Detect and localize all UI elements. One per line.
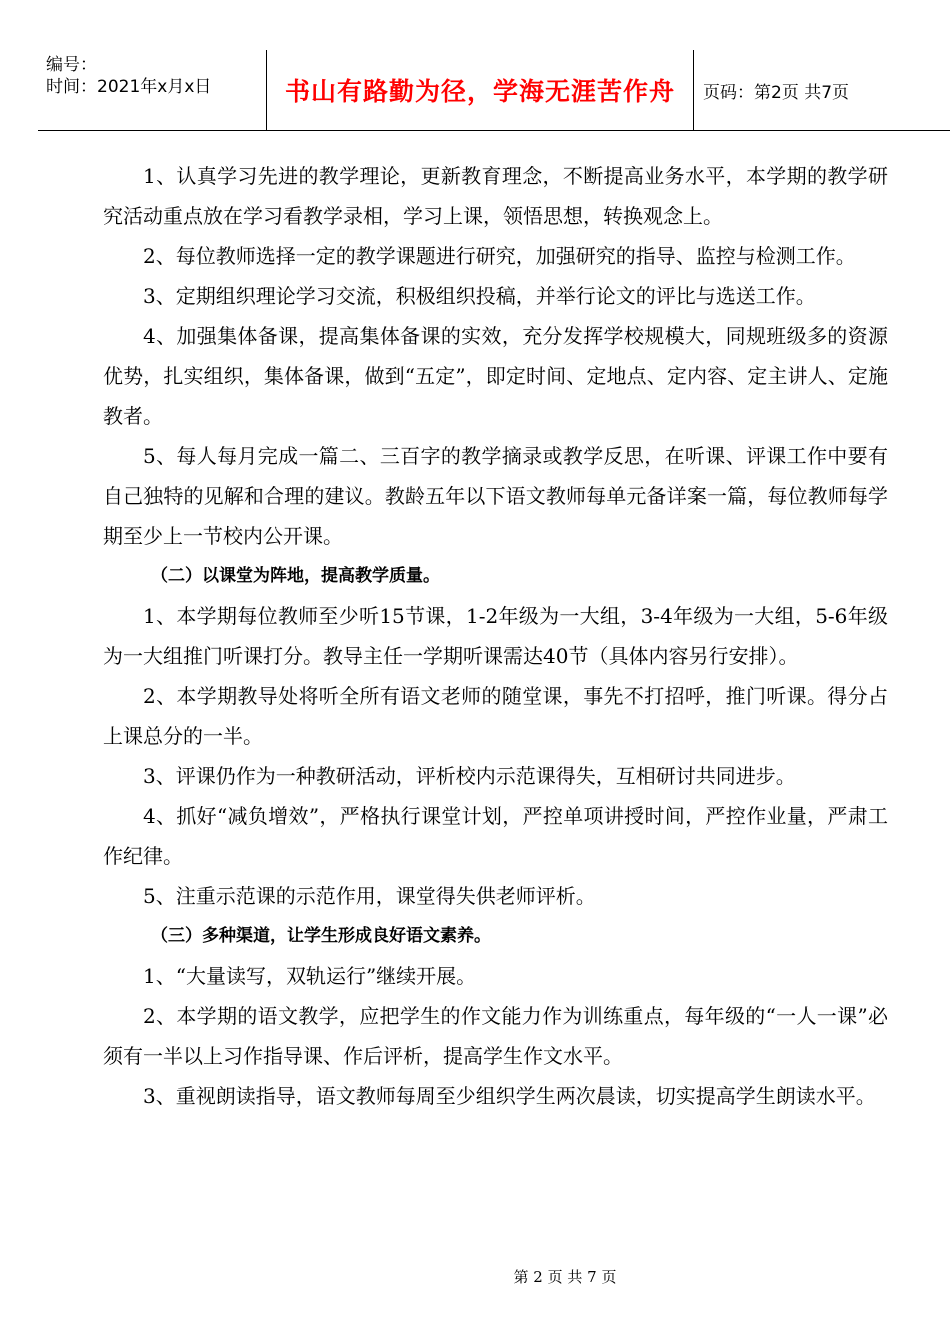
document-number: 编号：	[46, 55, 97, 75]
section-heading: （二）以课堂为阵地，提高教学质量。	[151, 566, 440, 586]
header-motto-cell	[266, 50, 694, 130]
paragraph: 2、本学期的语文教学，应把学生的作文能力作为训练重点，每年级的“一人一课”必须有一半以上习作指导课、作后评析，提高学生作文水平。	[103, 1004, 888, 1068]
paragraph: 2、本学期教导处将听全所有语文老师的随堂课，事先不打招呼，推门听课。得分占上课总分的一半。	[103, 684, 888, 748]
page-header	[38, 50, 950, 131]
paragraph: 3、评课仍作为一种教研活动，评析校内示范课得失，互相研讨共同进步。	[143, 764, 796, 788]
document-body	[103, 156, 888, 1116]
document-time: 时间：2021年x月x日	[46, 77, 212, 97]
section-heading: （三）多种渠道，让学生形成良好语文素养。	[151, 926, 491, 946]
paragraph: 2、每位教师选择一定的教学课题进行研究，加强研究的指导、监控与检测工作。	[143, 244, 856, 268]
paragraph: 1、本学期每位教师至少听15节课，1-2年级为一大组，3-4年级为一大组，5-6年级为一大组推门听课打分。教导主任一学期听课需达40节（具体内容另行安排）。	[103, 604, 888, 668]
paragraph: 3、重视朗读指导，语文教师每周至少组织学生两次晨读，切实提高学生朗读水平。	[143, 1084, 876, 1108]
paragraph: 5、每人每月完成一篇二、三百字的教学摘录或教学反思，在听课、评课工作中要有自己独特的见解和合理的建议。教龄五年以下语文教师每单元备详案一篇，每位教师每学期至少上一节校内公开课。	[103, 444, 888, 548]
page-footer: 第 2 页 共 7 页	[513, 1268, 617, 1286]
paragraph: 5、注重示范课的示范作用，课堂得失供老师评析。	[143, 884, 596, 908]
paragraph: 4、加强集体备课，提高集体备课的实效，充分发挥学校规模大，同规班级多的资源优势，扎实组织，集体备课，做到“五定”，即定时间、定地点、定内容、定主讲人、定施教者。	[103, 324, 888, 428]
header-page-info: 页码：第2页 共7页	[703, 82, 850, 103]
paragraph: 1、认真学习先进的教学理论，更新教育理念，不断提高业务水平，本学期的教学研究活动重点放在学习看教学录相，学习上课，领悟思想，转换观念上。	[103, 164, 888, 228]
header-meta	[38, 50, 266, 130]
header-motto: 书山有路勤为径，学海无涯苦作舟	[284, 77, 675, 106]
paragraph: 4、抓好“减负增效”，严格执行课堂计划，严控单项讲授时间，严控作业量，严肃工作纪律。	[103, 804, 888, 868]
paragraph: 3、定期组织理论学习交流，积极组织投稿，并举行论文的评比与选送工作。	[143, 284, 816, 308]
paragraph: 1、“大量读写，双轨运行”继续开展。	[143, 964, 477, 988]
